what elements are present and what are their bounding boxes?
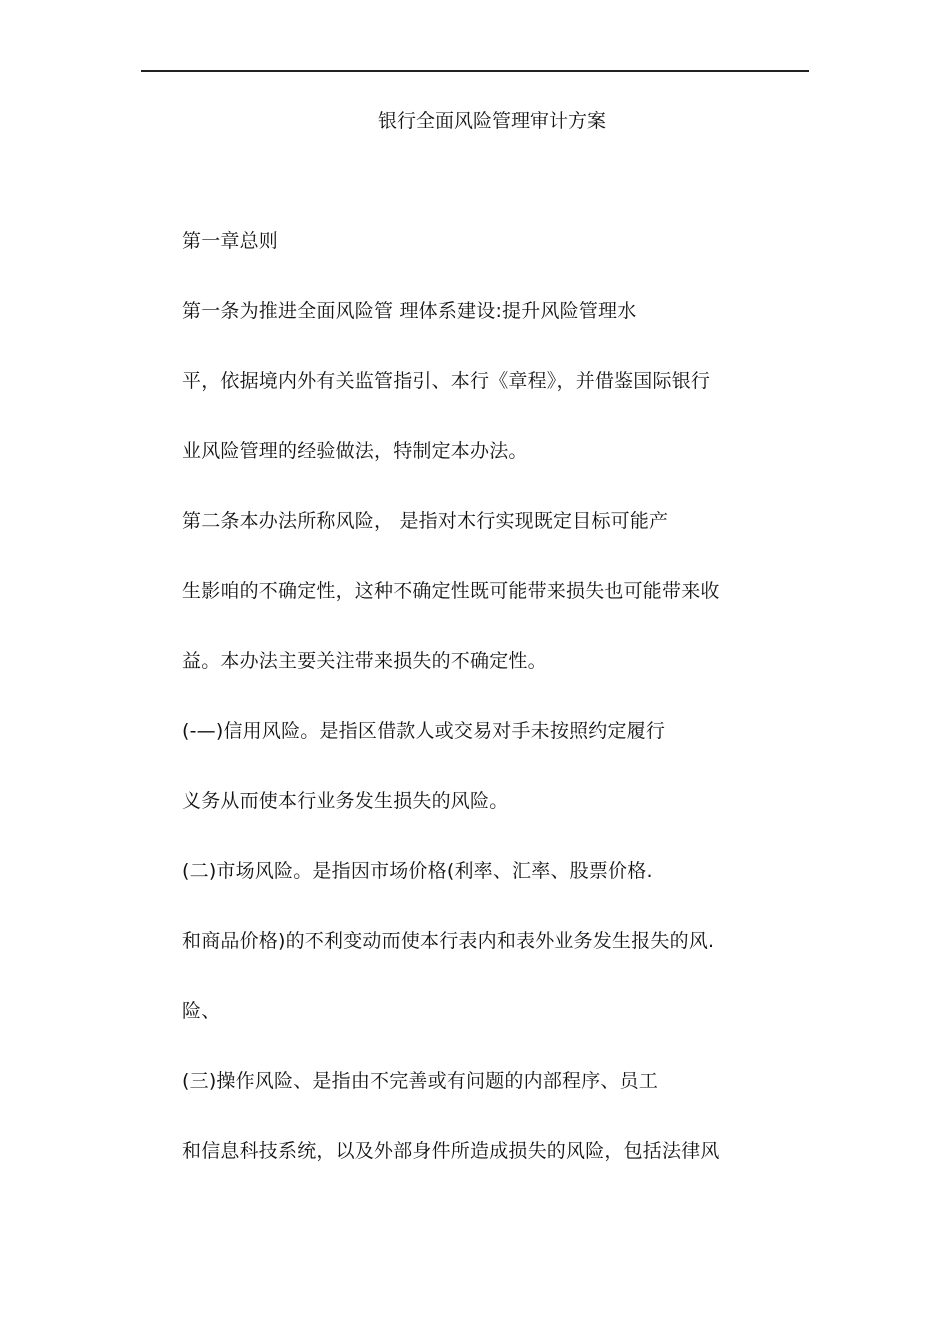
header-rule [141, 70, 809, 72]
body-text-line: 第一条为推进全面风险管 理体系建设:提升风险管理水 [182, 300, 637, 322]
body-text-line: (-—)信用风险。是指区借款人或交易对手未按照约定履行 [182, 720, 666, 742]
body-text-line: 险、 [182, 1000, 221, 1022]
body-text-line: (二)市场风险。是指因市场价格(利率、汇率、股票价格. [182, 860, 653, 882]
body-text-line: (三)操作风险、是指由不完善或有问题的内部程序、员工 [182, 1070, 659, 1092]
body-text-line: 和商品价格)的不利变动而使本行表内和表外业务发生报失的风. [182, 930, 715, 952]
body-text-line: 平，依据境内外有关监管指引、本行《章程》，并借鉴国际银行 [182, 370, 711, 392]
body-text-line: 业风险管理的经验做法，特制定本办法。 [182, 440, 528, 462]
body-text-line: 生影咱的不确定性，这种不确定性既可能带来损失也可能带来收 [182, 580, 720, 602]
chapter-heading: 第一章总则 [182, 230, 279, 252]
body-text-line: 第二条本办法所称风险， 是指对木行实现既定目标可能产 [182, 510, 669, 532]
body-text-line: 和信息科技系统，以及外部身件所造成损失的风险，包括法律风 [182, 1140, 720, 1162]
document-title: 银行全面风险管理审计方案 [377, 110, 606, 132]
body-text-line: 益。本办法主要关注带来损失的不确定性。 [182, 650, 547, 672]
body-text-line: 义务从而使本行业务发生损失的风险。 [182, 790, 509, 812]
